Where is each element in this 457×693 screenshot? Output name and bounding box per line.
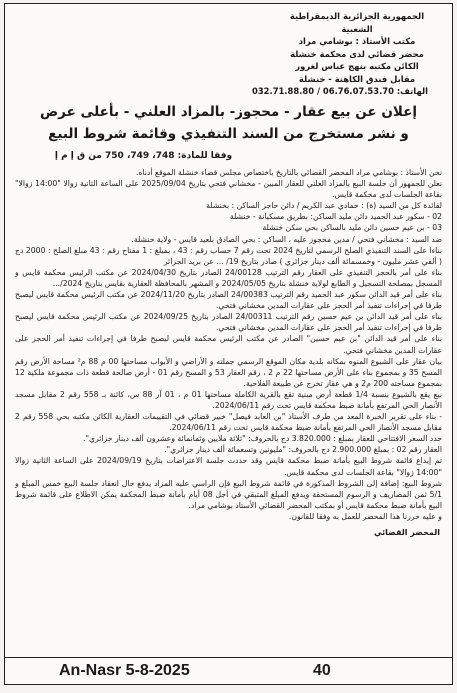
body-paragraph: 02 - سكور عبد الحميد دائن مليد الساكن: بطريق مسكيانة - خنشلة [229,212,442,222]
body-paragraph: شروط البيع: إضافة إلى الشروط المذكورة في قائمة شروط البيع فإن الراسي عليه المزاد يدفع حال انعقاد جلسة البيع خمس المبلغ و 5/1 ثمن المصاريف و الرسوم المستحقة ويدفع المبلغ المتبقي في أجل 08 أيام بأمانة ضبط المحكمة يمكن الاطلاع على قائمة شروط البيع بأمانة ضبط محكمة قايس أو بمكتب المحضر القضائي الأستاذ بوشامي مراد. [15,478,442,510]
body-paragraph: 03 - بن عيم حسين دائن مليد بالساكن بحي سكن خنشلة [262,223,442,233]
body-paragraph: - بناء على تقرير الخبرة المعد من طرف الأستاذ "بن العابد فيصل" خبير قضائي في التقييمات العقارية الكائن مكتبه بحي 558 رقم 2 مقابل مسجد الأنصار الحي المرتفع بأمانة ضبط محكمة قايس تحت رقم 2024/06/11. [15,412,442,433]
letterhead-line: مقابل فندق الكاهنة - خنشلة [298,73,416,84]
newspaper-edition-date: An-Nasr 5-8-2025 [59,662,190,679]
letterhead-line: مكتب الأستاذ : بوشامي مراد [298,36,416,46]
bailiff-signature-label: المحضر القضائي [373,528,440,537]
body-paragraph: ضد السيد : مخشاني فتحي / مدين محجوز عليه ، الساكن : بحي الصادق بلعيد قايس - ولاية خنشلة. [131,234,442,244]
legal-reference: وفقا للمادة: 748، 749، 750 من ق إ م إ [54,151,233,161]
body-paragraph: نعلن للجمهور أن جلسة البيع بالمزاد العلني للعقار المبين - مخشاني فتحي بتاريخ 2025/09/04 على الساعة الثانية زوالا "14:00 زوالا" بقاعة الجلسات لدى محكمة قايس. [15,179,442,200]
body-paragraph: العقار رقم 02 : بمبلغ 2.900.000 دج بالحروف: "مليونين وتسعمائة ألف دينار جزائري". [164,445,442,455]
page-footer [5,657,452,684]
phone-numbers: الهاتف: 06.76.07.53.70 / 032.71.88.80 [252,86,428,96]
body-paragraph: نحن الأستاذ : بوشامي مراد المحضر القضائي بالتاريخ باختصاص مجلس قضاء خنشلة الموقع أدناه. [135,168,442,177]
newspaper-page [4,3,453,685]
title-line-1: إعلان عن بيع عقار - محجوز- بالمزاد العلني - بأعلى عرض [40,104,417,120]
page-number: 40 [313,662,331,679]
body-paragraph: بناءا على السند التنفيذي الصلح الرسمي لتاريخ 2024 تحت رقم 7 حساب رقم : 43 ، بمبلغ : 1 مفتاح رقم : 43 مبلغ الصلح : 2000 دج ( ألفي عشر مليون - وخمسمائة ألف دينار جزائري ) صادر بتاريخ 19/ ... عن بريد الجزائر [15,245,442,266]
body-paragraph: بناء على أمر قيد الدائن بن عيم حسين رقم الترتيب 24/00311 الصادر بتاريخ 2024/09/25 عن مكتب الرئيس محكمة قايس ليصبح طرفا في إجراءات تنفيذ أمر الحجز على عقارات المدين مخشاني فتحي. [15,312,442,333]
letterhead-line: الكائن مكتبه بنهج عباس لغرور [295,61,419,71]
body-paragraph: و عليه حررنا هذا المحضر للعمل به وفقا للقانون. [288,511,442,521]
letterhead [282,10,432,85]
body-paragraph: بناء على أمر قيد الدائن "بن عيم حسين" الصادر عن مكتب الرئيس محكمة قايس ليصبح طرفا في إجراءات تنفيذ أمر الحجز على عقارات المدين مخشاني فتحي. [15,334,442,355]
letterhead-line: الجمهورية الجزائرية الديمقراطية الشعبية [289,11,425,34]
title-line-2: و نشر مستخرج من السند التنفيذي وقائمة شروط البيع [48,126,409,142]
body-paragraph: تم إيداع قائمة شروط البيع بأمانة ضبط محكمة قايس وقد حددت جلسة الاعتراضات بتاريخ 2024/09/19 على الساعة الثانية زوالا "14:00 زوالا" بقاعة الجلسات لدى محكمة قايس. [15,456,442,477]
body-paragraph: بناء على أمر قيد الدائن سكور عبد الحميد رقم الترتيب 24/00383 الصادر بتاريخ 2024/11/20 عن مكتب الرئيس محكمة قايس ليصبح طرفا في إجراءات تنفيذ أمر الحجز على عقارات المدين مخشاني فتحي. [15,290,442,311]
body-paragraph: بيع يقع بالشيوع بنسبة 1/4 قطعة أرض مبنية تقع بالقرية الكاملة مساحتها 01 م ، 01 آر 88 س، كائنة بـ 558 رقم 2 مقابل مسجد الأنصار الحي المرتفع بأمانة ضبط محكمة قايس تحت رقم 2024/06/11. [15,389,442,410]
announcement-title [15,101,442,145]
body-paragraph: لفائدة كل من السيد (ة) : حمادي عبد الكريم / دائن حاجز الساكن : بخنشلة [206,201,442,211]
body-paragraph: حدد السعر الافتتاحي للعقار بمبلغ : 3.820.000 دج بالحروف: "ثلاثة ملايين وثمانمائة وعشرون ألف دينار جزائري". [83,434,442,444]
body-paragraph: بناء على أمر بالحجز التنفيذي على العقار رقم الترتيب 24/00128 الصادر بتاريخ 2024/04/30 عن مكتب الرئيس محكمة قايس و المسجل بمصلحة التسجيل و الطابع لولاية خنشلة بتاريخ 2024/05/05 و المشهر بالمحافظة العقارية بقايس بتاريخ 2024/... [15,267,442,288]
letterhead-line: محضر قضائي لدى محكمة خنشلة [290,48,424,59]
announcement-body [15,167,442,522]
body-paragraph: بيان عقار على الشيوع المنوه بمكانه بلدية مكان الموقع الرسمي جملته و الأراضي و الأبواب مساحتها 00 م 88 م² مساحة الأرض رقم المسح 35 و بمجموع بناء على الأرض مساحتها 22 م 2 ، رقم العقار 53 و المسح رقم 01 - أرض صالحة قطعة ذات مجموعة ملكية 12 بمجموع مساحته 200 م2 و هي عقار تخرج عن طبيعة الفلاحية. [15,356,443,388]
